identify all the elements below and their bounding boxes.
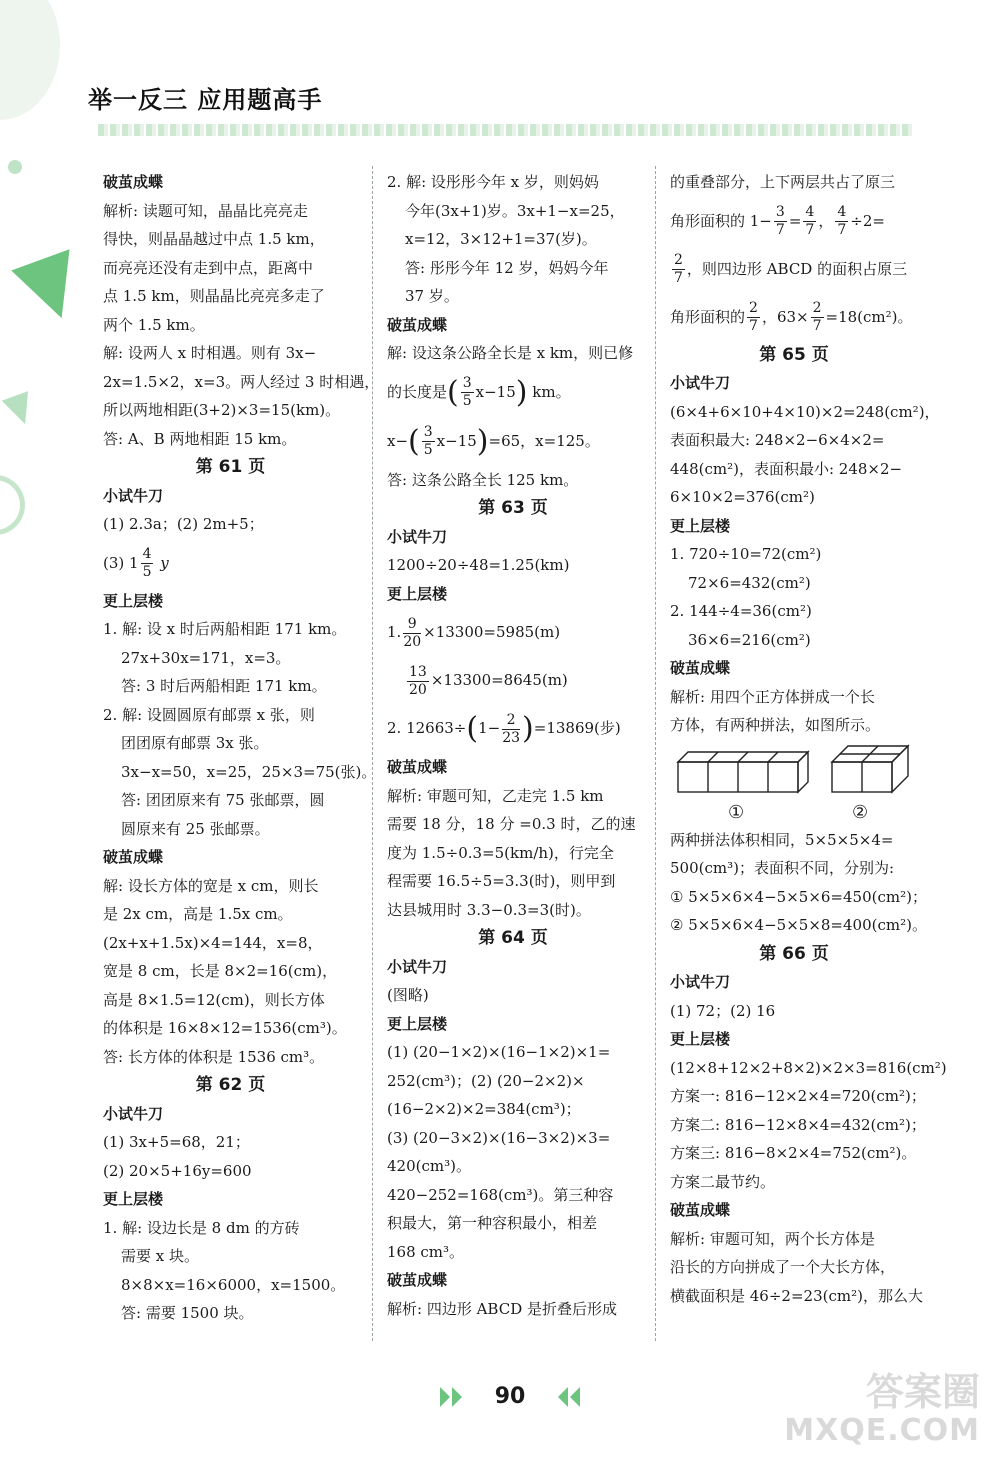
- cube-edge: [708, 752, 718, 762]
- text-fragment: ，: [818, 211, 834, 230]
- text-line: (3) (20−3×2)×(16−3×2)×3=: [387, 1128, 611, 1147]
- text-line: 解: 设两人 x 时相遇。则有 3x−: [103, 344, 317, 362]
- section-heading: 更上层楼: [670, 1030, 731, 1048]
- cube-diagram: [670, 740, 918, 826]
- fraction: [407, 664, 429, 699]
- text-line: 2x=1.5×2，x=3。两人经过 3 时相遇，: [103, 372, 380, 391]
- text-line-fraction: [387, 608, 639, 656]
- numerator: 2: [674, 252, 683, 268]
- text-line: 6×10×2=376(cm²): [670, 488, 815, 506]
- text-line: 方体，有两种拼法，如图所示。: [670, 716, 881, 734]
- fraction: [141, 546, 154, 581]
- watermark-url: MXQE.COM: [784, 1413, 980, 1448]
- text-line: 27x+30x=171，x=3。: [121, 648, 291, 667]
- text-line: 答: 团团原来有 75 张邮票，圆: [121, 791, 325, 809]
- text-line: 答: A、B 两地相距 15 km。: [103, 429, 297, 448]
- text-line: 答: 长方体的体积是 1536 cm³。: [103, 1047, 325, 1066]
- text-line-fraction: [670, 293, 918, 341]
- text-line: 36×6=216(cm²): [688, 630, 811, 649]
- text-fragment: (3) 1: [103, 553, 139, 572]
- text-line: 两种拼法体积相同，5×5×5×4=: [670, 830, 894, 849]
- page-heading: 第 63 页: [478, 498, 548, 518]
- header-rule: [98, 124, 913, 136]
- text-line: 2. 144÷4=36(cm²): [670, 602, 812, 620]
- denominator: 5: [423, 442, 433, 458]
- page-heading: 第 61 页: [195, 457, 266, 477]
- text-line: 448(cm²)，表面积最小: 248×2−: [670, 459, 903, 478]
- section-heading: 破茧成蝶: [103, 848, 164, 866]
- square-cuboid-side: [892, 746, 908, 792]
- text-line: 度为 1.5÷0.3=5(km/h)，行完全: [387, 843, 614, 862]
- fraction: [747, 300, 760, 335]
- text-line: 解析: 审题可知，乙走完 1.5 km: [387, 786, 604, 805]
- text-line: 1. 720÷10=72(cm²): [670, 545, 822, 563]
- book-title: 举一反三 应用题高手: [88, 86, 323, 114]
- fraction: [803, 204, 816, 239]
- text-line: 解析: 四边形 ABCD 是折叠后形成: [387, 1299, 617, 1318]
- text-line: 2. 解: 设圆圆原有邮票 x 张，则: [103, 705, 315, 724]
- text-line: 高是 8×1.5=12(cm)，则长方体: [103, 990, 325, 1009]
- fraction: [672, 252, 685, 287]
- text-line: 500(cm³)；表面积不同，分别为:: [670, 859, 895, 877]
- text-line: 168 cm³。: [387, 1242, 465, 1261]
- text-line-fraction: [387, 417, 639, 466]
- text-line: 252(cm³)；(2) (20−2×2)×: [387, 1071, 585, 1090]
- text-fragment: =65，x=125。: [488, 431, 600, 450]
- section-heading: 破茧成蝶: [387, 758, 448, 776]
- text-line: (1) (20−1×2)×(16−1×2)×1=: [387, 1043, 611, 1061]
- text-fragment: ，则四边形 ABCD 的面积占原三: [686, 259, 908, 278]
- text-line: 1. 解: 设 x 时后两船相距 171 km。: [103, 620, 347, 638]
- page-heading: 第 66 页: [759, 943, 829, 964]
- text-line: 横截面积是 46÷2=23(cm²)，那么大: [670, 1286, 923, 1305]
- text-line: x=12，3×12+1=37(岁)。: [405, 230, 597, 248]
- text-line: 的体积是 16×8×12=1536(cm³)。: [103, 1019, 347, 1037]
- denominator: 5: [462, 393, 472, 409]
- figure-label-1: ①: [728, 801, 745, 823]
- text-fragment: x−15: [436, 431, 477, 450]
- text-line: (2) 20×5+16y=600: [103, 1161, 252, 1180]
- text-line-fraction: [387, 704, 639, 753]
- text-line-fraction: [387, 656, 639, 704]
- text-line: 72×6=432(cm²): [688, 573, 811, 592]
- text-line: 沿长的方向拼成了一个大长方体，: [670, 1258, 896, 1276]
- text-fragment: =: [788, 211, 802, 230]
- text-line: ① 5×5×6×4−5×5×6=450(cm²)；: [670, 887, 927, 906]
- text-line: 所以两地相距(3+2)×3=15(km)。: [103, 401, 341, 419]
- text-fragment: ÷2=: [850, 211, 885, 230]
- text-line: 2. 解: 设彤彤今年 x 岁，则妈妈: [387, 173, 599, 191]
- section-heading: 更上层楼: [387, 584, 448, 603]
- text-line: 圆原来有 25 张邮票。: [121, 819, 270, 838]
- text-line: 点 1.5 km，则晶晶比亮亮多走了: [103, 287, 325, 305]
- page-heading: 第 64 页: [478, 928, 548, 948]
- text-line: 答: 需要 1500 块。: [121, 1304, 254, 1322]
- decor-arc: [0, 475, 25, 535]
- text-fragment: 1−: [478, 719, 501, 737]
- text-line: 积最大，第一种容积最小，相差: [387, 1214, 598, 1232]
- denominator: 20: [409, 681, 427, 698]
- column-divider: [655, 166, 656, 1341]
- text-line: 得快，则晶晶越过中点 1.5 km，: [103, 230, 325, 248]
- section-heading: 破茧成蝶: [670, 659, 731, 677]
- text-line-fraction: [387, 368, 639, 417]
- denominator: 7: [812, 318, 822, 334]
- text-fragment: =13869(步): [533, 719, 621, 737]
- text-line: 方案三: 816−8×2×4=752(cm²)。: [670, 1144, 917, 1162]
- text-line: 方案二最节约。: [670, 1172, 776, 1191]
- denominator: 5: [142, 564, 152, 580]
- text-fragment: 角形面积的 1−: [670, 211, 772, 230]
- decor-triangle-small: [2, 391, 39, 429]
- text-line: 解析: 审题可知，两个长方体是: [670, 1229, 875, 1248]
- text-line: 420(cm³)。: [387, 1157, 471, 1175]
- page-heading: 第 62 页: [195, 1075, 266, 1095]
- text-line: 420−252=168(cm³)。第三种容: [387, 1185, 614, 1204]
- text-fragment: 角形面积的: [670, 307, 746, 326]
- text-line: 表面积最大: 248×2−6×4×2=: [670, 431, 885, 449]
- text-line: 1. 解: 设边长是 8 dm 的方砖: [103, 1218, 300, 1237]
- text-fragment: 2. 12663÷: [387, 719, 467, 737]
- numerator: 3: [775, 204, 785, 220]
- denominator: 7: [674, 270, 683, 286]
- column-1: [103, 168, 380, 1328]
- text-line-fraction: [670, 245, 918, 293]
- section-heading: 小试牛刀: [670, 374, 731, 392]
- fraction: [403, 616, 421, 651]
- section-heading: 更上层楼: [103, 1190, 164, 1208]
- text-line: 需要 x 块。: [121, 1247, 199, 1265]
- text-fragment: km。: [532, 382, 571, 401]
- numerator: 2: [812, 300, 822, 316]
- text-fragment: =18(cm²)。: [825, 307, 913, 326]
- paren-right: ): [476, 423, 489, 459]
- text-fragment: ×13300=8645(m): [430, 671, 568, 689]
- text-line: (1) 72；(2) 16: [670, 1001, 776, 1020]
- paren-left: (: [466, 711, 479, 746]
- page-heading: 第 65 页: [759, 344, 829, 365]
- text-fragment: 的长度是: [387, 382, 448, 401]
- text-line: (12×8+12×2+8×2)×2×3=816(cm²): [670, 1058, 947, 1077]
- decor-dot: [8, 160, 22, 174]
- text-line: ② 5×5×6×4−5×5×8=400(cm²)。: [670, 916, 927, 934]
- text-line: 答: 这条公路全长 125 km。: [387, 470, 579, 489]
- cube-edge: [738, 752, 748, 762]
- text-line: 8×8×x=16×6000，x=1500。: [121, 1275, 346, 1294]
- text-fragment: y: [160, 553, 169, 572]
- paren-right: ): [522, 711, 534, 746]
- section-heading: 破茧成蝶: [670, 1201, 731, 1219]
- text-line: 解析: 读题可知，晶晶比亮亮走: [103, 201, 308, 220]
- cube-figure: [670, 740, 918, 826]
- text-line: 达县城用时 3.3−0.3=3(时)。: [387, 900, 591, 919]
- fraction: [835, 204, 848, 239]
- section-heading: 更上层楼: [103, 591, 164, 610]
- numerator: 9: [403, 616, 421, 634]
- text-line-fraction: [103, 539, 358, 587]
- text-line: 解: 设长方体的宽是 x cm，则长: [103, 876, 319, 895]
- text-line: (2x+x+1.5x)×4=144，x=8，: [103, 933, 323, 952]
- text-line: (6×4+6×10+4×10)×2=248(cm²)，: [670, 402, 940, 421]
- cube-edge: [768, 752, 778, 762]
- section-heading: 小试牛刀: [103, 486, 164, 505]
- paren-left: (: [408, 423, 420, 459]
- numerator: 3: [423, 424, 433, 440]
- text-line: 需要 18 分，18 分 =0.3 时，乙的速: [387, 815, 636, 833]
- text-line: 而亮亮还没有走到中点，距离中: [103, 258, 314, 277]
- figure-label-2: ②: [852, 801, 869, 823]
- text-line: 解: 设这条公路全长是 x km，则已修: [387, 344, 634, 362]
- fraction: [774, 204, 787, 239]
- page-footer: [440, 1380, 580, 1414]
- column-divider: [372, 166, 373, 1341]
- denominator: 20: [403, 633, 422, 650]
- section-heading: 更上层楼: [387, 1014, 448, 1033]
- text-fragment: x−: [387, 431, 409, 450]
- denominator: 7: [837, 222, 847, 238]
- section-heading: 破茧成蝶: [103, 173, 164, 191]
- text-line: (16−2×2)×2=384(cm³)；: [387, 1100, 581, 1118]
- section-heading: 更上层楼: [670, 516, 731, 535]
- text-line: 两个 1.5 km。: [103, 315, 205, 334]
- numerator: 2: [502, 712, 520, 730]
- text-line: 团团原有邮票 3x 张。: [121, 734, 269, 752]
- decor-circle: [0, 0, 60, 120]
- text-line: 方案二: 816−12×8×4=432(cm²)；: [670, 1115, 926, 1134]
- decor-triangle: [11, 249, 90, 328]
- section-heading: 小试牛刀: [387, 957, 448, 976]
- text-fragment: ，63×: [761, 307, 809, 326]
- section-heading: 小试牛刀: [387, 527, 448, 546]
- denominator: 23: [502, 729, 521, 746]
- text-line: 解析: 用四个正方体拼成一个长: [670, 687, 875, 706]
- text-line-fraction: [670, 197, 918, 245]
- text-fragment: x−15: [475, 382, 516, 401]
- denominator: 7: [775, 222, 785, 238]
- text-line: 是 2x cm，高是 1.5x cm。: [103, 905, 293, 923]
- numerator: 4: [805, 204, 815, 220]
- fraction: [811, 300, 824, 335]
- text-line: 答: 彤彤今年 12 岁，妈妈今年: [405, 258, 609, 277]
- text-line: (1) 3x+5=68，21；: [103, 1133, 250, 1151]
- paren-right: ): [515, 374, 528, 410]
- text-line: 方案一: 816−12×2×4=720(cm²)；: [670, 1087, 926, 1105]
- section-heading: 破茧成蝶: [387, 1271, 448, 1289]
- text-line: 3x−x=50，x=25，25×3=75(张)。: [121, 762, 377, 781]
- text-fragment: 1.: [387, 623, 402, 641]
- text-line: 宽是 8 cm，长是 8×2=16(cm)，: [103, 962, 338, 980]
- section-heading: 小试牛刀: [670, 973, 731, 991]
- column-3: [670, 168, 947, 1310]
- text-line: (1) 2.3a；(2) 2m+5；: [103, 515, 264, 533]
- text-line: 的重叠部分，上下两层共占了原三: [670, 173, 896, 191]
- text-line: 今年(3x+1)岁。3x+1−x=25，: [405, 201, 625, 220]
- numerator: 4: [837, 204, 847, 220]
- column-2: [387, 168, 639, 1323]
- fraction: [502, 712, 520, 747]
- text-line: (图略): [387, 986, 429, 1004]
- watermark: [784, 1361, 988, 1453]
- text-fragment: ×13300=5985(m): [423, 623, 561, 641]
- text-line: 答: 3 时后两船相距 171 km。: [121, 677, 327, 695]
- text-line: 37 岁。: [405, 287, 459, 305]
- numerator: 4: [142, 546, 152, 562]
- fraction: [461, 375, 474, 410]
- paren-left: (: [447, 374, 459, 410]
- denominator: 7: [805, 222, 815, 238]
- section-heading: 小试牛刀: [103, 1104, 164, 1123]
- numerator: 3: [462, 375, 472, 391]
- text-line: 1200÷20÷48=1.25(km): [387, 556, 570, 574]
- denominator: 7: [749, 318, 758, 334]
- numerator: 13: [409, 663, 427, 680]
- page-number: 90: [494, 1384, 526, 1409]
- numerator: 2: [749, 300, 758, 316]
- section-heading: 破茧成蝶: [387, 315, 448, 334]
- text-line: 程需要 16.5÷5=3.3(时)，则甲到: [387, 872, 616, 890]
- fraction: [422, 424, 435, 459]
- long-cuboid-side: [798, 752, 808, 792]
- watermark-text: 答案圈: [865, 1370, 980, 1414]
